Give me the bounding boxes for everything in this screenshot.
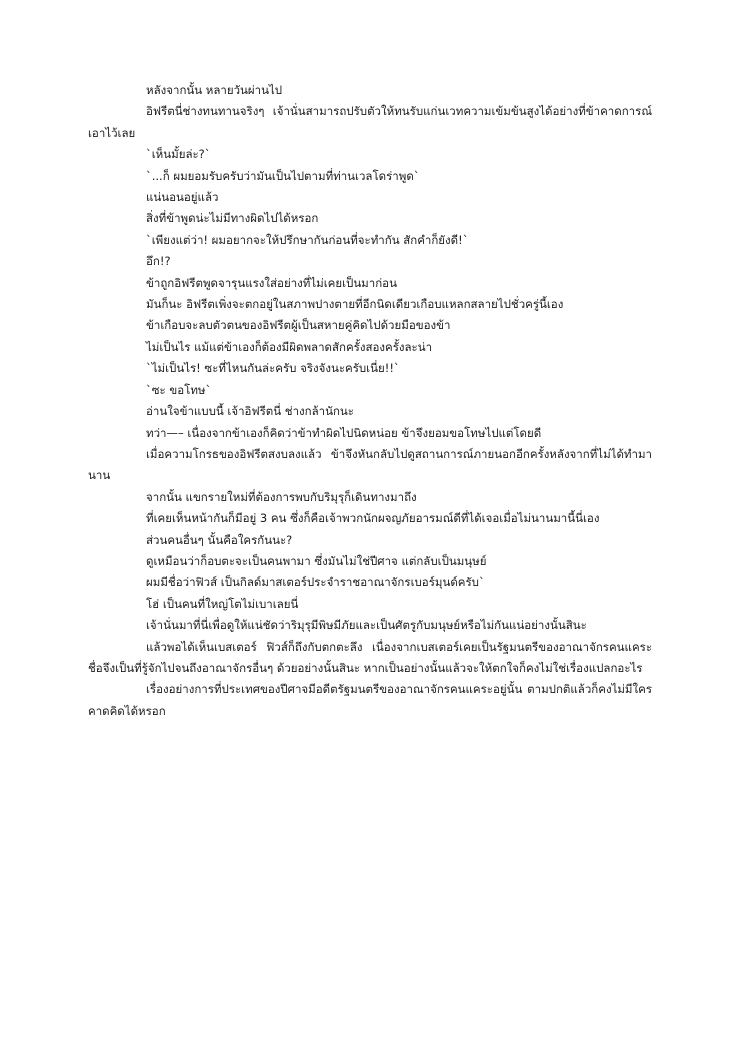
paragraph: เรื่องอย่างการที่ประเทศของปีศาจมีอดีตรัฐมนตรีของอาณาจักรคนแคระอยู่นั้น ตามปกติแล้วก็คงไม่มีใครคาดคิดได้หรอก (88, 682, 652, 718)
paragraph: หลังจากนั้น หลายวันผ่านไป (146, 83, 283, 97)
paragraph: มันก็นะ อิฟรีตเพิ่งจะตกอยู่ในสภาพปางตายที่อีกนิดเดียวเกือบแหลกสลายไปชั่วครู่นี้เอง (146, 297, 564, 312)
paragraph: ไม่เป็นไร แม้แต่ข้าเองก็ต้องมีผิดพลาดสักครั้งสองครั้งละน่า (146, 339, 433, 354)
paragraph: โฮ่ เป็นคนที่ใหญ่โตไม่เบาเลยนี่ (146, 596, 299, 611)
paragraph: แน่นอนอยู่แล้ว (146, 190, 219, 205)
paragraph: ทว่า—– เนื่องจากข้าเองก็คิดว่าข้าทำผิดไปนิดหน่อย ข้าจึงยอมขอโทษไปแต่โดยดี (146, 425, 542, 440)
paragraph: `เพียงแต่ว่า! ผมอยากจะให้ปรึกษากันก่อนที่จะทำกัน สักคำก็ยังดี!` (146, 232, 469, 247)
paragraph: `...ก็ ผมยอมรับครับว่ามันเป็นไปตามที่ท่านเวลโดร่าพูด` (146, 168, 420, 183)
paragraph: ข้าถูกอิฟรีตพูดจารุนแรงใส่อย่างที่ไม่เคยเป็นมาก่อน (146, 275, 397, 290)
paragraph: ผมมีชื่อว่าฟิวส์ เป็นกิลด์มาสเตอร์ประจำราชอาณาจักรเบอร์มุนด์ครับ` (146, 575, 485, 590)
paragraph: จากนั้น แขกรายใหม่ที่ต้องการพบกับริมุรุก็เดินทางมาถึง (146, 489, 417, 504)
paragraph: `เห็นมั้ยล่ะ?` (146, 147, 211, 162)
paragraph: ที่เคยเห็นหน้ากันก็มีอยู่ 3 คน ซึ่งก็คือเจ้าพวกนักผจญภัยอารมณ์ดีที่ได้เจอเมื่อไม่นานมานี้นี่เอง (146, 511, 600, 526)
paragraph: สิ่งที่ข้าพูดน่ะไม่มีทางผิดไปได้หรอก (146, 211, 319, 226)
paragraph: ส่วนคนอื่นๆ นั้นคือใครกันนะ? (146, 532, 293, 547)
document-body (88, 80, 652, 722)
paragraph: `ไม่เป็นไร! ซะที่ไหนกันล่ะครับ จริงจังนะครับเนี่ย!!` (146, 361, 400, 376)
paragraph: แล้วพอได้เห็นเบสเตอร์ ฟิวส์ก็ถึงกับตกตะลึง เนื่องจากเบสเตอร์เคยเป็นรัฐมนตรีของอาณาจักรคนแคระ ชื่อจึงเป็นที่รู้จักไปจนถึงอาณาจักรอื่นๆ ด้วยอย่างนั้นสินะ หากเป็นอย่างนั้นแล้วจะให้ตกใจก็คงไม่ใช่เรื่องแปลกอะไร (88, 639, 652, 675)
paragraph: อิฟรีตนี่ช่างทนทานจริงๆ เจ้านั่นสามารถปรับตัวให้ทนรับแก่นเวทความเข้มข้นสูงได้อย่างที่ข้าคาดการณ์เอาไว้เลย (88, 104, 652, 140)
paragraph: เมื่อความโกรธของอิฟรีตสงบลงแล้ว ข้าจึงหันกลับไปดูสถานการณ์ภายนอกอีกครั้งหลังจากที่ไม่ได้ทำมานาน (88, 446, 652, 483)
paragraph: เจ้านั่นมาที่นี่เพื่อดูให้แน่ชัดว่าริมุรุมีพิษมีภัยและเป็นศัตรูกับมนุษย์หรือไม่กันแน่อย่างนั้นสินะ (146, 618, 587, 633)
paragraph: `ซะ ขอโทษ` (146, 382, 212, 397)
paragraph: อ่านใจข้าแบบนี้ เจ้าอิฟรีตนี่ ช่างกล้านักนะ (146, 404, 354, 419)
paragraph: ดูเหมือนว่าก็อบตะจะเป็นคนพามา ซึ่งมันไม่ใช่ปีศาจ แต่กลับเป็นมนุษย์ (146, 553, 487, 568)
paragraph: ข้าเกือบจะลบตัวตนของอิฟรีตผู้เป็นสหายคู่คิดไปด้วยมือของข้า (146, 318, 451, 333)
paragraph: อึก!? (146, 254, 171, 269)
